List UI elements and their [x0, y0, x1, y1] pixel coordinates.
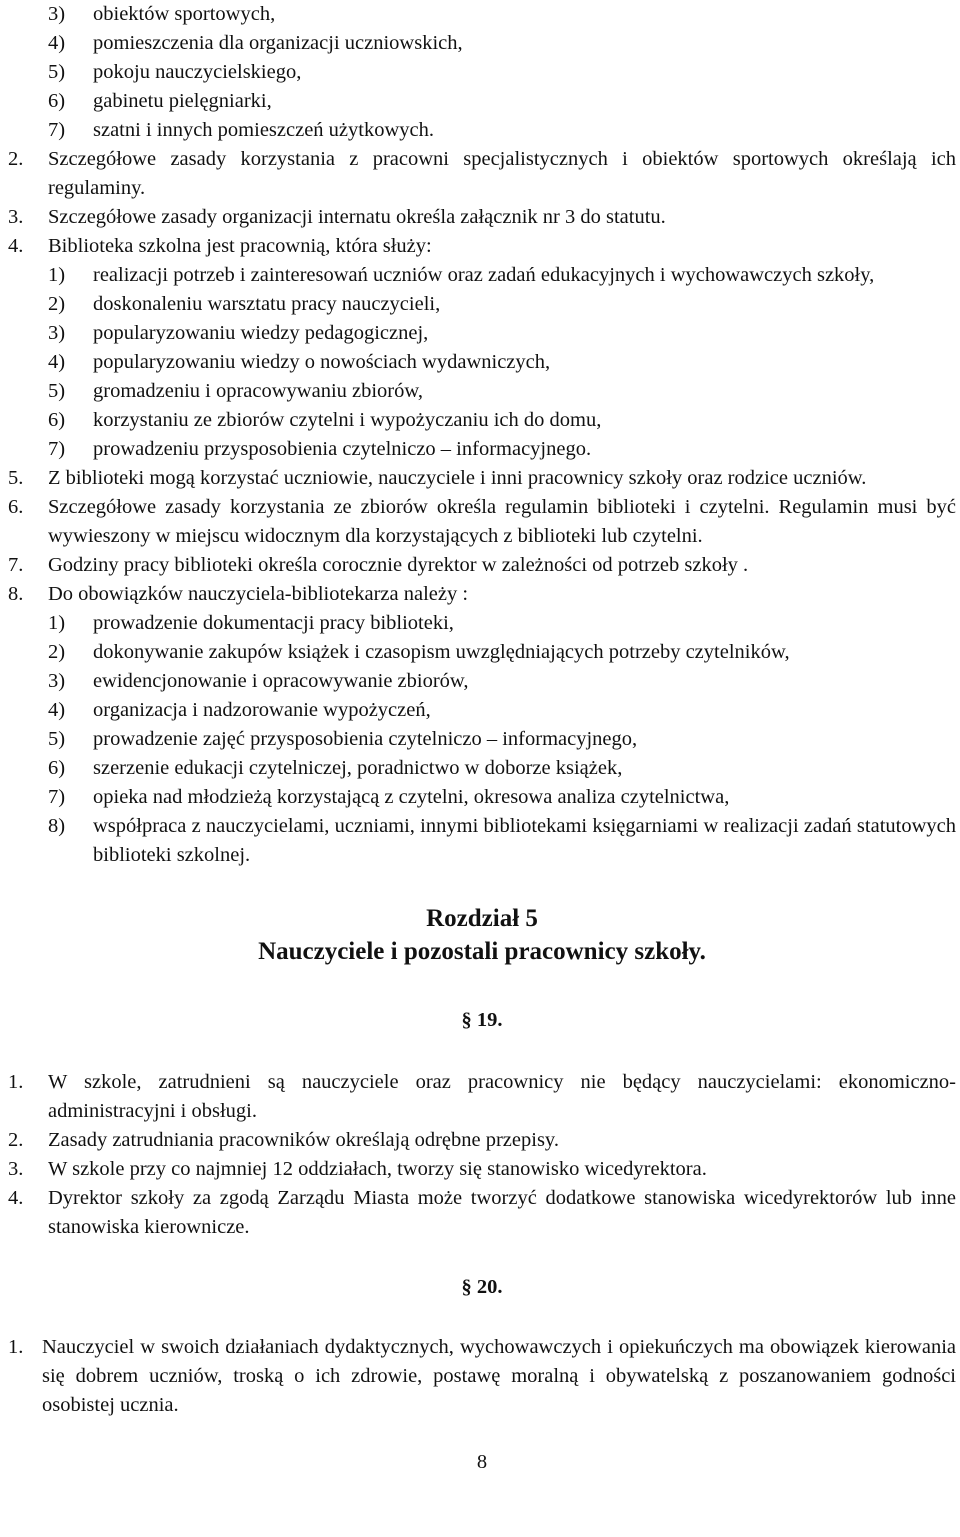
list-item: 3) ewidencjonowanie i opracowywanie zbiorów, [48, 670, 469, 692]
paragraph-20-heading: § 20. [461, 1276, 503, 1298]
section-item: 3. Szczegółowe zasady organizacji internatu określa załącznik nr 3 do statutu. [8, 206, 666, 228]
list-item: 7) szatni i innych pomieszczeń użytkowych. [48, 119, 434, 141]
section-item: 2. Szczegółowe zasady korzystania z pracowni specjalistycznych i obiektów sportowych określają ich regulaminy. [8, 148, 956, 199]
list-item: 8) współpraca z nauczycielami, uczniami, innymi bibliotekami księgarniami w realizacji zadań statutowych biblioteki szkolnej. [48, 815, 956, 866]
section-item: 7. Godziny pracy biblioteki określa corocznie dyrektor w zależności od potrzeb szkoły . [8, 554, 749, 576]
list-item: 4) popularyzowaniu wiedzy o nowościach wydawniczych, [48, 351, 551, 373]
list-item: 5) prowadzenie zajęć przysposobienia czytelniczo – informacyjnego, [48, 728, 638, 750]
list-item: 3) popularyzowaniu wiedzy pedagogicznej, [48, 322, 429, 344]
section-item: 4. Dyrektor szkoły za zgodą Zarządu Miasta może tworzyć dodatkowe stanowiska wicedyrektorów lub inne stanowiska kierownicze. [8, 1187, 956, 1238]
list-item: 2) dokonywanie zakupów książek i czasopism uwzględniających potrzeby czytelników, [48, 641, 790, 663]
section-item: 1. Nauczyciel w swoich działaniach dydaktycznych, wychowawczych i opiekuńczych ma obowiązek kierowania się dobrem uczniów, troską o ich zdrowie, postawę moralną i obywatelską z poszanowaniem godności osobistej ucznia. [8, 1336, 956, 1416]
list-item: 7) prowadzeniu przysposobienia czytelniczo – informacyjnego. [48, 438, 592, 460]
list-item: 7) opieka nad młodzieżą korzystającą z czytelni, okresowa analiza czytelnictwa, [48, 786, 730, 808]
list-item: 6) korzystaniu ze zbiorów czytelni i wypożyczaniu ich do domu, [48, 409, 602, 431]
paragraph-19-heading: § 19. [461, 1009, 503, 1031]
chapter-subtitle: Nauczyciele i pozostali pracownicy szkoły. [258, 938, 706, 965]
list-item: 5) gromadzeniu i opracowywaniu zbiorów, [48, 380, 423, 402]
section-item: 5. Z biblioteki mogą korzystać uczniowie, nauczyciele i inni pracownicy szkoły oraz rodzice uczniów. [8, 467, 867, 489]
list-item: 1) prowadzenie dokumentacji pracy biblioteki, [48, 612, 454, 634]
section-item: 4. Biblioteka szkolna jest pracownią, która służy: [8, 235, 432, 257]
list-item: 6) szerzenie edukacji czytelniczej, poradnictwo w doborze książek, [48, 757, 623, 779]
list-item: 6) gabinetu pielęgniarki, [48, 90, 272, 112]
section-item: 1. W szkole, zatrudnieni są nauczyciele oraz pracownicy nie będący nauczycielami: ekonomiczno-administracyjni i obsługi. [8, 1071, 956, 1122]
list-item: 4) organizacja i nadzorowanie wypożyczeń, [48, 699, 431, 721]
section-item: 2. Zasady zatrudniania pracowników określają odrębne przepisy. [8, 1129, 559, 1151]
list-item: 5) pokoju nauczycielskiego, [48, 61, 302, 83]
list-item: 3) obiektów sportowych, [48, 3, 276, 25]
section-item: 8. Do obowiązków nauczyciela-bibliotekarza należy : [8, 583, 469, 605]
section-item: 3. W szkole przy co najmniej 12 oddziałach, tworzy się stanowisko wicedyrektora. [8, 1158, 707, 1180]
chapter-title: Rozdział 5 [426, 905, 538, 932]
page-number: 8 [476, 1451, 488, 1473]
list-item: 4) pomieszczenia dla organizacji uczniowskich, [48, 32, 463, 54]
list-item: 2) doskonaleniu warsztatu pracy nauczycieli, [48, 293, 441, 315]
document-body [8, 0, 956, 1477]
section-item: 6. Szczegółowe zasady korzystania ze zbiorów określa regulamin biblioteki i czytelni. Regulamin musi być wywieszony w miejscu widocznym dla korzystających z biblioteki lub czytelni. [8, 496, 956, 547]
list-item: 1) realizacji potrzeb i zainteresowań uczniów oraz zadań edukacyjnych i wychowawczych szkoły, [48, 264, 875, 286]
